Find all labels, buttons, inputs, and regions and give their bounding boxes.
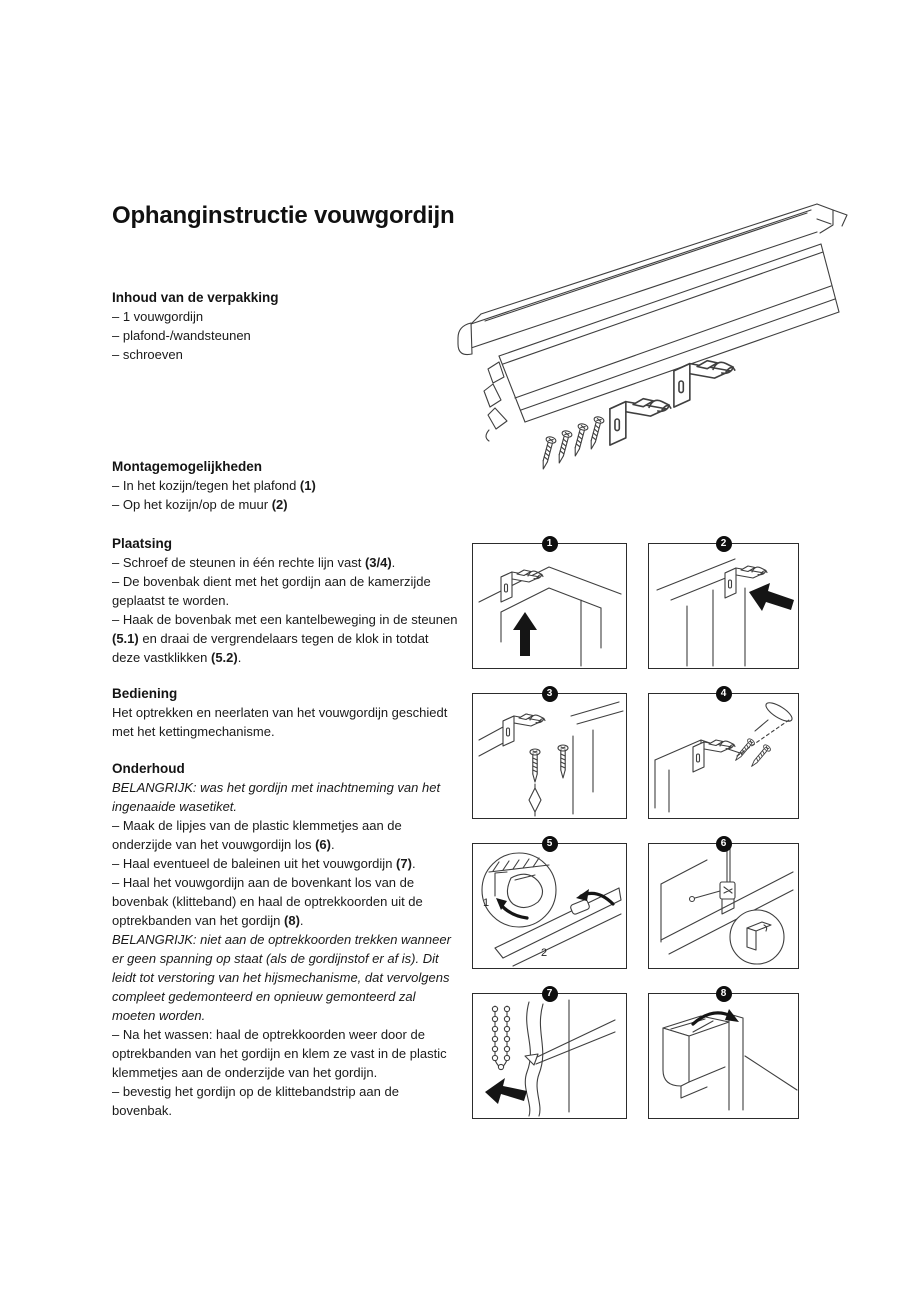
step-number-badge: 1 (542, 536, 558, 552)
step-5-illustration (473, 844, 626, 968)
list-item: – 1 vouwgordijn (112, 309, 204, 324)
step-number-badge: 8 (716, 986, 732, 1002)
panel5-label-1: 1 (483, 897, 490, 909)
step-number-badge: 2 (716, 536, 732, 552)
step-panel-8 (648, 987, 799, 1119)
list-item: – plafond-/wandsteunen (112, 328, 251, 343)
list-item: – Schroef de steunen in één rechte lijn vast (3/4). (112, 555, 396, 570)
step-2-illustration (649, 544, 798, 668)
step-number-badge: 3 (542, 686, 558, 702)
step-number-badge: 6 (716, 836, 732, 852)
list-item: – Haak de bovenbak met een kantelbeweging in de steunen (5.1) en draai de vergrendelaars tegen de klok in totdat deze vastklikken (5.2). (112, 612, 458, 665)
section-heading: Inhoud van de verpakking (112, 290, 279, 305)
step-number-badge: 4 (716, 686, 732, 702)
list-item: – In het kozijn/tegen het plafond (1) (112, 478, 316, 493)
step-panel-3 (472, 687, 627, 819)
step-8-illustration (649, 994, 798, 1118)
package-illustration (455, 178, 867, 496)
list-item: – Op het kozijn/op de muur (2) (112, 497, 288, 512)
list-item: – Na het wassen: haal de optrekkoorden weer door de optrekbanden van het gordijn en klem ze vast in de plastic klemmetjes aan de onderzijde van het gordijn. (112, 1027, 447, 1080)
step-6-illustration (649, 844, 798, 968)
page-title: Ophanginstructie vouwgordijn (112, 202, 455, 229)
step-panel-2 (648, 537, 799, 669)
step-panel-1 (472, 537, 627, 669)
section-heading: Bediening (112, 686, 178, 701)
section-heading: Plaatsing (112, 536, 173, 551)
list-item: – bevestig het gordijn op de klittebandstrip aan de bovenbak. (112, 1084, 399, 1118)
step-number-badge: 7 (542, 986, 558, 1002)
list-item: – Maak de lipjes van de plastic klemmetjes aan de onderzijde van het vouwgordijn los (6). (112, 818, 402, 852)
step-3-illustration (473, 694, 626, 818)
panel5-label-2: 2 (541, 947, 548, 959)
section-heading: Onderhoud (112, 761, 185, 776)
step-number-badge: 5 (542, 836, 558, 852)
step-panel-7 (472, 987, 627, 1119)
list-item: – De bovenbak dient met het gordijn aan de kamerzijde geplaatst te worden. (112, 574, 431, 608)
step-7-illustration (473, 994, 626, 1118)
section-maintenance (112, 759, 460, 1120)
important-note: BELANGRIJK: niet aan de optrekkoorden trekken wanneer er geen spanning op staat (als de gordijnstof er af is). Dit leidt tot verstoring van het hijsmechanisme, dat vervolgens compleet gedemonteerd en opnieuw gemonteerd zal moeten worden. (112, 932, 451, 1023)
step-panel-5 (472, 837, 627, 969)
section-operation (112, 684, 460, 741)
section-mounting-options (112, 457, 460, 514)
step-4-illustration (649, 694, 798, 818)
step-1-illustration (473, 544, 626, 668)
paragraph: Het optrekken en neerlaten van het vouwgordijn geschiedt met het kettingmechanisme. (112, 705, 448, 739)
step-panel-4 (648, 687, 799, 819)
list-item: – Haal het vouwgordijn aan de bovenkant los van de bovenbak (klitteband) en haal de optrekkoorden uit de optrekbanden van het gordijn (8). (112, 875, 423, 928)
important-note: BELANGRIJK: was het gordijn met inachtneming van het ingenaaide wasetiket. (112, 780, 441, 814)
package-figure (455, 178, 867, 496)
list-item: – Haal eventueel de baleinen uit het vouwgordijn (7). (112, 856, 416, 871)
list-item: – schroeven (112, 347, 183, 362)
step-panel-6 (648, 837, 799, 969)
section-package-contents (112, 288, 460, 364)
section-placement (112, 534, 460, 667)
section-heading: Montagemogelijkheden (112, 459, 263, 474)
